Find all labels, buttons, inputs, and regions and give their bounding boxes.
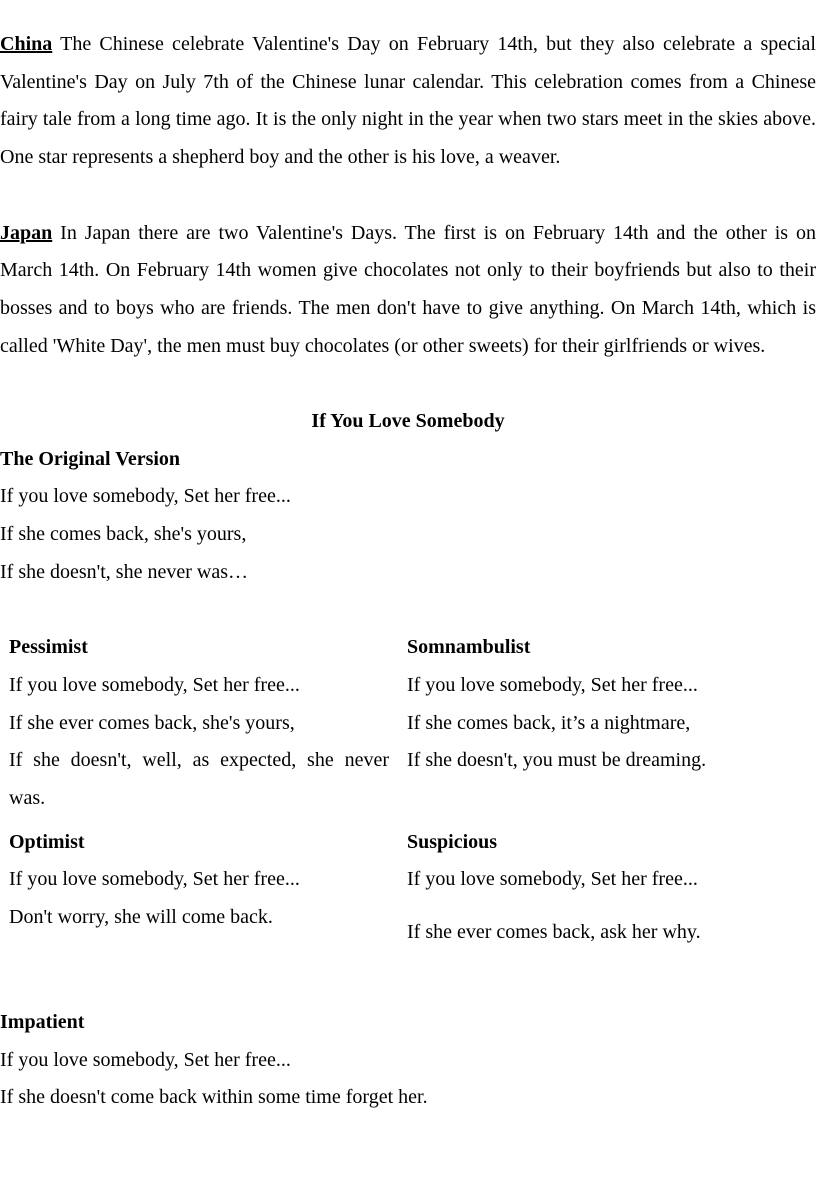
optimist-block — [0, 824, 398, 952]
impatient-heading: Impatient — [0, 1010, 85, 1033]
pessimist-line-3: If she doesn't, well, as expected, she never was. — [9, 749, 389, 810]
suspicious-line-2: If she ever comes back, ask her why. — [407, 921, 701, 944]
pessimist-heading: Pessimist — [9, 636, 88, 659]
poem-title: If You Love Somebody — [311, 410, 505, 432]
optimist-line-1: If you love somebody, Set her free... — [9, 868, 300, 891]
suspicious-heading: Suspicious — [407, 830, 498, 853]
somnambulist-block — [398, 629, 816, 818]
original-heading: The Original Version — [0, 447, 181, 470]
suspicious-block — [398, 824, 816, 952]
somnambulist-line-1: If you love somebody, Set her free... — [407, 673, 698, 696]
china-paragraph — [0, 26, 816, 177]
optimist-heading: Optimist — [9, 830, 85, 853]
versions-row-2 — [0, 824, 816, 952]
japan-text: In Japan there are two Valentine's Days. The first is on February 14th and the other is on March 14th. On February 14th women give chocolates not only to their boyfriends but also to their bosses and to boys who are friends. The men don't have to give anything. On March 14th, which is called 'White Day', the men must buy chocolates (or other sweets) for their girlfriends or wives. — [0, 221, 816, 357]
optimist-line-2: Don't worry, she will come back. — [9, 906, 273, 929]
original-line-1: If you love somebody, Set her free... — [0, 485, 291, 508]
japan-heading: Japan — [0, 221, 53, 244]
china-text: The Chinese celebrate Valentine's Day on February 14th, but they also celebrate a special Valentine's Day on July 7th of the Chinese lunar calendar. This celebration comes from a Chinese fairy tale from a long time ago. It is the only night in the year when two stars meet in the skies above. One star represents a shepherd boy and the other is his love, a weaver. — [0, 33, 816, 169]
china-heading: China — [0, 33, 53, 55]
impatient-line-2: If she doesn't come back within some time forget her. — [0, 1086, 428, 1109]
japan-paragraph — [0, 215, 816, 366]
versions-row-1 — [0, 629, 816, 818]
impatient-line-1: If you love somebody, Set her free... — [0, 1048, 291, 1071]
suspicious-line-1: If you love somebody, Set her free... — [407, 868, 698, 891]
pessimist-line-1: If you love somebody, Set her free... — [9, 673, 300, 696]
somnambulist-line-3: If she doesn't, you must be dreaming. — [407, 749, 707, 772]
document-page — [0, 26, 816, 1117]
pessimist-line-2: If she ever comes back, she's yours, — [9, 711, 295, 734]
original-line-3: If she doesn't, she never was… — [0, 560, 248, 583]
somnambulist-heading: Somnambulist — [407, 636, 531, 659]
original-line-2: If she comes back, she's yours, — [0, 523, 247, 546]
pessimist-block — [0, 629, 398, 818]
somnambulist-line-2: If she comes back, it’s a nightmare, — [407, 711, 691, 734]
